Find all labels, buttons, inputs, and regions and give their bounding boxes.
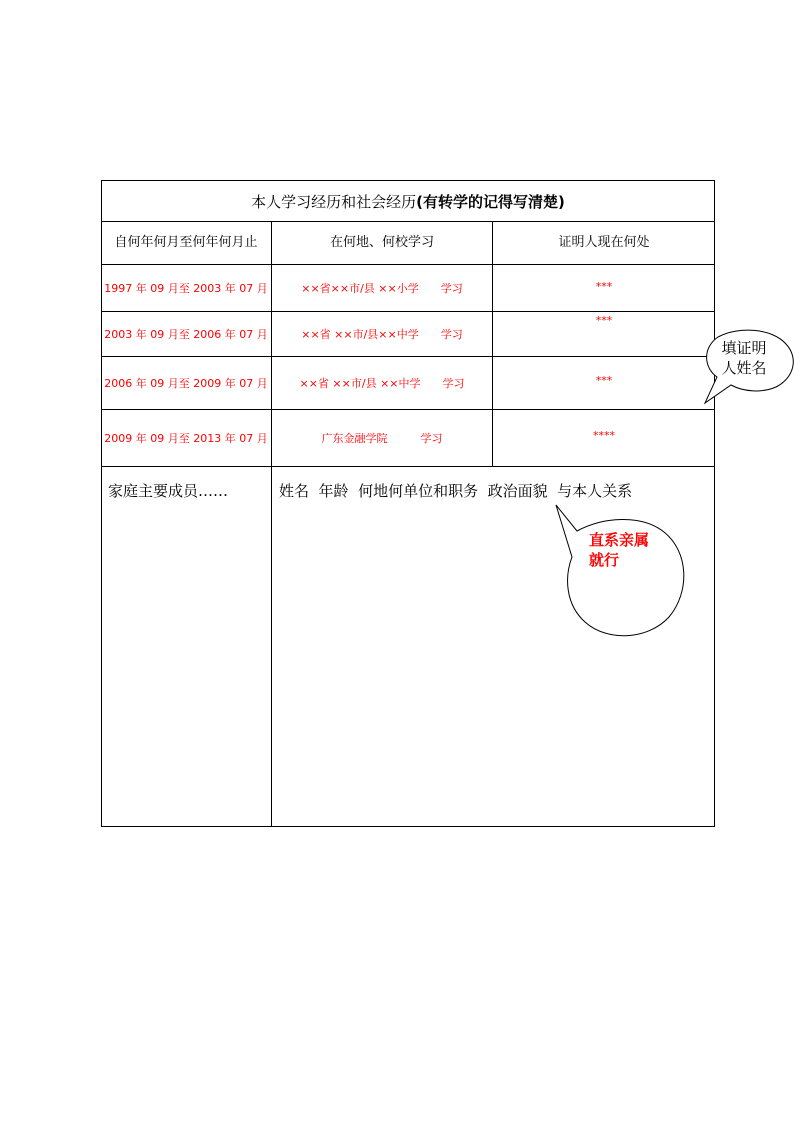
family-columns-header: 姓名 年龄 何地何单位和职务 政治面貌 与本人关系 xyxy=(279,482,633,500)
row-school: ××省 ××市/县××中学 学习 xyxy=(301,328,463,341)
row-school: 广东金融学院 学习 xyxy=(321,432,443,445)
row-period: 2009 年 09 月至 2013 年 07 月 xyxy=(104,432,268,445)
row-witness: *** xyxy=(595,313,613,327)
header-witness: 证明人现在何处 xyxy=(558,235,650,250)
form-title-plain: 本人学习经历和社会经历 xyxy=(251,192,417,211)
row-period: 1997 年 09 月至 2003 年 07 月 xyxy=(104,282,268,295)
row-period: 2006 年 09 月至 2009 年 07 月 xyxy=(104,377,268,390)
witness-note: 填证明 人姓名 xyxy=(721,339,767,377)
header-period: 自何年何月至何年何月止 xyxy=(114,235,258,250)
row-period: 2003 年 09 月至 2006 年 07 月 xyxy=(104,328,268,341)
row-witness: **** xyxy=(593,428,615,442)
row-witness: *** xyxy=(595,279,613,293)
family-note: 直系亲属 就行 xyxy=(589,531,650,569)
form-title-bold: (有转学的记得写清楚) xyxy=(416,192,565,211)
header-school: 在何地、何校学习 xyxy=(329,235,434,250)
row-school: ××省××市/县 ××小学 学习 xyxy=(301,282,463,295)
speech-bubble-family xyxy=(556,505,684,636)
row-school: ××省 ××市/县 ××中学 学习 xyxy=(299,377,465,390)
row-witness: *** xyxy=(595,373,613,387)
family-members-label: 家庭主要成员…… xyxy=(108,482,229,500)
